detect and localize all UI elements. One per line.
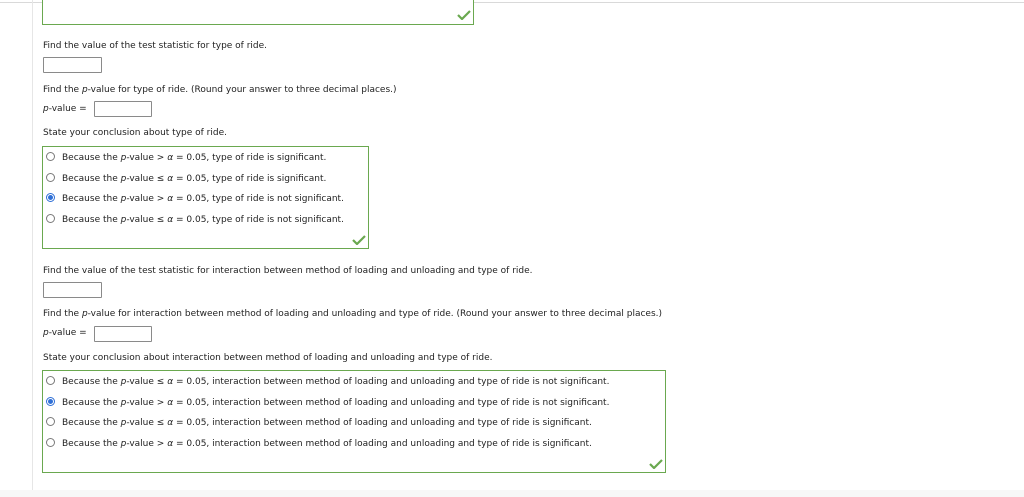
radio-icon[interactable] (46, 173, 55, 182)
q2-option-4[interactable]: Because the p-value > α = 0.05, interaction between method of loading and unloading and type of ride is significant. (46, 437, 592, 451)
q2-conclusion-prompt: State your conclusion about interaction between method of loading and unloading and type of ride. (43, 353, 493, 363)
q2-statistic-prompt: Find the value of the test statistic for interaction between method of loading and unloading and type of ride. (43, 266, 533, 276)
correct-check-icon (457, 10, 471, 20)
q2-statistic-input[interactable] (43, 282, 102, 298)
radio-icon[interactable] (46, 438, 55, 447)
q1-conclusion-prompt: State your conclusion about type of ride. (43, 128, 227, 138)
q2-option-2[interactable]: Because the p-value > α = 0.05, interaction between method of loading and unloading and type of ride is not significant. (46, 396, 609, 410)
q2-pvalue-input[interactable] (94, 326, 152, 342)
radio-icon[interactable] (46, 417, 55, 426)
q1-pvalue-input[interactable] (94, 101, 152, 117)
previous-answer-box (42, 0, 474, 25)
correct-check-icon (352, 235, 366, 245)
radio-icon[interactable] (46, 376, 55, 385)
q2-pvalue-label: p-value = (43, 328, 87, 338)
q1-statistic-input[interactable] (43, 57, 102, 73)
q1-option-4[interactable]: Because the p-value ≤ α = 0.05, type of ride is not significant. (46, 213, 344, 227)
q2-option-1[interactable]: Because the p-value ≤ α = 0.05, interaction between method of loading and unloading and type of ride is not significant. (46, 375, 609, 389)
radio-selected-icon[interactable] (46, 397, 55, 406)
q1-statistic-prompt: Find the value of the test statistic for type of ride. (43, 41, 268, 51)
q2-pvalue-prompt: Find the p-value for interaction between method of loading and unloading and type of ride. (Round your answer to three decimal places.) (43, 309, 662, 319)
q1-option-2[interactable]: Because the p-value ≤ α = 0.05, type of ride is significant. (46, 172, 326, 186)
q2-option-3[interactable]: Because the p-value ≤ α = 0.05, interaction between method of loading and unloading and type of ride is significant. (46, 416, 592, 430)
radio-icon[interactable] (46, 152, 55, 161)
q1-pvalue-label: p-value = (43, 104, 87, 114)
q1-option-3[interactable]: Because the p-value > α = 0.05, type of ride is not significant. (46, 192, 344, 206)
q1-option-1[interactable]: Because the p-value > α = 0.05, type of ride is significant. (46, 151, 326, 165)
radio-selected-icon[interactable] (46, 193, 55, 202)
correct-check-icon (649, 459, 663, 469)
left-divider (32, 0, 33, 497)
q1-pvalue-prompt: Find the p-value for type of ride. (Round your answer to three decimal places.) (43, 85, 397, 95)
bottom-band (0, 490, 1024, 497)
radio-icon[interactable] (46, 214, 55, 223)
